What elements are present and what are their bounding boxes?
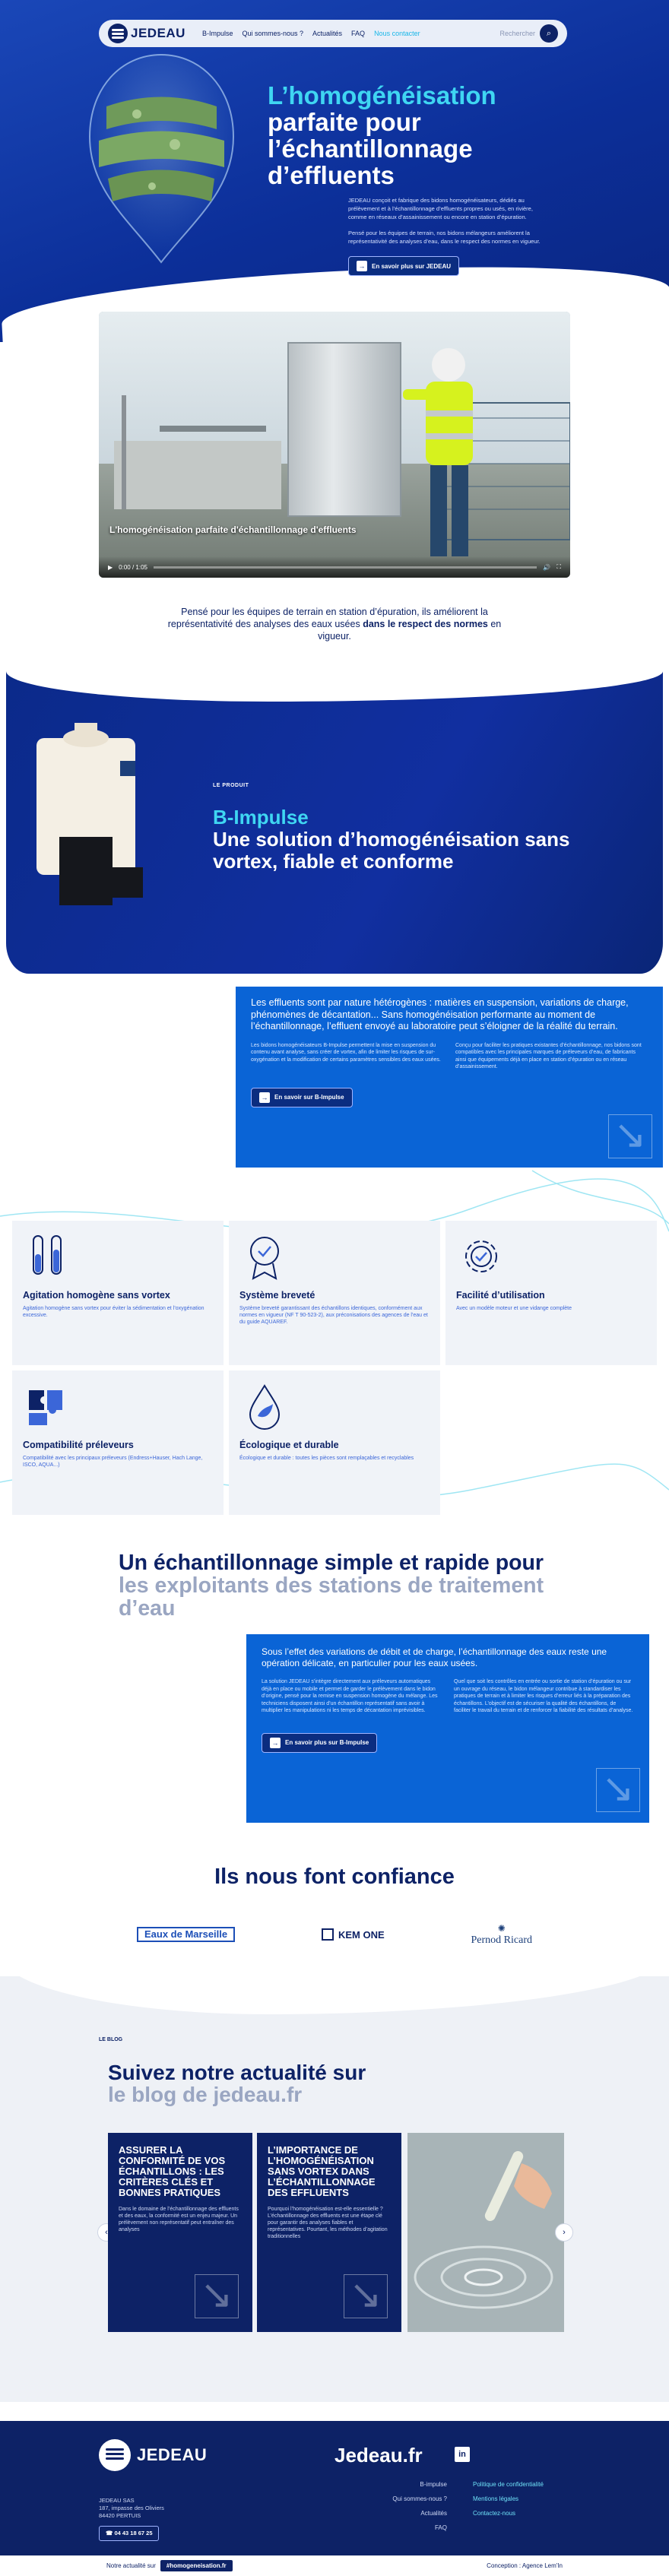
blog-post-card[interactable] — [257, 2133, 401, 2332]
footer-link[interactable]: Actualités — [420, 2510, 447, 2517]
feature-card-agitation — [12, 1221, 224, 1365]
arrow-down-right-icon — [608, 1114, 652, 1158]
footer-links-left — [379, 2477, 447, 2535]
product-title — [213, 806, 639, 873]
footer-site-name: Jedeau.fr — [334, 2444, 423, 2467]
hero-cta-label: En savoir plus sur JEDEAU — [372, 262, 452, 270]
fullscreen-icon[interactable]: ⛶ — [556, 563, 561, 570]
product-title-rest: Une solution d’homogénéisation sans vortex, fiable et conforme — [213, 828, 570, 873]
arrow-down-right-icon — [596, 1768, 640, 1812]
logo-kem-one — [322, 1928, 385, 1941]
volume-icon[interactable]: 🔊 — [543, 563, 551, 571]
intro-text-tail: en vigueur. — [318, 619, 502, 642]
arrow-right-icon: → — [270, 1738, 281, 1748]
video-progress-bar[interactable] — [154, 566, 537, 569]
phone-icon: ☎ — [106, 2530, 113, 2536]
section-title-echantillonnage — [119, 1551, 544, 1620]
feature-title: Agitation homogène sans vortex — [23, 1290, 170, 1301]
footer-link[interactable]: Politique de confidentialité — [473, 2481, 544, 2488]
footer-bottom-text: Notre actualité sur — [106, 2562, 156, 2569]
info-card-variations — [246, 1634, 649, 1823]
hero-paragraph-1: JEDEAU conçoit et fabrique des bidons homogénéisateurs, dédiés au prélèvement et à l’échantillonnage d’effluents propres ou usés, en rivière, comme en réseaux d’assainissement ou encore en station d’épuration. — [348, 197, 533, 220]
feature-title: Facilité d’utilisation — [456, 1290, 545, 1301]
footer-link[interactable]: Mentions légales — [473, 2495, 519, 2502]
feature-card-compatibilite — [12, 1370, 224, 1515]
intro-text-main: Pensé pour les équipes de terrain en station d’épuration, ils améliorent la représentativité des analyses des eaux usées — [167, 607, 488, 629]
blog-title-main: Suivez notre actualité sur — [108, 2061, 366, 2084]
footer-bottom-bar — [0, 2555, 669, 2576]
arrow-right-icon: → — [357, 261, 367, 271]
test-tubes-icon — [23, 1231, 73, 1282]
technician-figure — [403, 334, 494, 562]
hero-description — [348, 196, 549, 276]
info-card-col-1: Les bidons homogénéisateurs B-Impulse permettent la mise en suspension du contenu avant analyse, sans créer de vortex, afin de limiter les risques de sur-oxygénation et la modification de certains paramètres sensibles des eaux usées. — [251, 1042, 441, 1063]
logo-eaux-de-marseille-text: Eaux de Marseille — [144, 1928, 228, 1940]
intro-text — [163, 606, 506, 642]
trust-title: Ils nous font confiance — [214, 1865, 455, 1889]
linkedin-icon[interactable] — [455, 2447, 470, 2462]
phone-button[interactable] — [99, 2526, 159, 2541]
play-icon[interactable]: ▶ — [108, 563, 113, 571]
kem-one-mark-icon — [322, 1928, 334, 1941]
feature-text: Avec un modèle moteur et une vidange complète — [456, 1306, 572, 1311]
logo-pernod-ricard-text: Pernod Ricard — [471, 1934, 532, 1946]
footer-logo-text: JEDEAU — [137, 2445, 208, 2464]
gear-check-icon — [456, 1231, 506, 1282]
logo-eaux-de-marseille — [137, 1927, 235, 1942]
nav-link-qui-sommes-nous[interactable]: Qui sommes-nous ? — [242, 30, 304, 37]
address-line: 84420 PERTUIS — [99, 2512, 141, 2519]
footer-links-right — [473, 2477, 544, 2521]
nav-link-contact[interactable]: Nous contacter — [374, 30, 420, 37]
address-line: 187, impasse des Oliviers — [99, 2505, 164, 2511]
sun-icon: ✺ — [497, 1922, 506, 1934]
b-impulse-product-image — [29, 715, 158, 913]
video-player[interactable] — [99, 312, 570, 578]
blog-post-excerpt: Dans le domaine de l’échantillonnage des effluents et des eaux, la conformité est un enjeu majeur. Un prélèvement non représentatif peut entraîner des analyses — [119, 2207, 239, 2232]
nav-link-actualites[interactable]: Actualités — [312, 30, 343, 37]
top-navigation — [99, 20, 567, 47]
logo-pernod-ricard — [471, 1923, 532, 1947]
search-box[interactable] — [499, 24, 558, 43]
search-icon[interactable]: ⌕ — [540, 24, 558, 43]
nav-link-faq[interactable]: FAQ — [351, 30, 366, 37]
hero-cta-button[interactable] — [348, 256, 459, 276]
feature-text: Système breveté garantissant des échantillons identiques, conformément aux normes en vigueur (NF T 90-523-2), aux préconisations des agences de l'eau et du guide AQUAREF. — [239, 1306, 428, 1325]
blog-title-muted: le blog de jedeau.fr — [108, 2083, 303, 2106]
b-impulse-cta-button[interactable] — [251, 1088, 353, 1107]
phone-number: 04 43 18 67 25 — [114, 2530, 153, 2536]
info-card-columns — [251, 1042, 648, 1071]
b-impulse-cta-button-2[interactable] — [262, 1733, 377, 1753]
info-card-heading: Les effluents sont par nature hétérogènes : matières en suspension, variations de charge, phénomènes de décantation... Sans homogénéisation performante au moment de l’échantillonnage, l’effluent envoyé au laboratoire peut s’éloigner de la réalité du terrain. — [251, 997, 629, 1031]
footer-link[interactable]: B-impulse — [420, 2481, 447, 2488]
info-card-col-1: La solution JEDEAU s’intègre directement aux préleveurs automatiques déjà en place ou mobile et permet de garder le prélèvement dans le bidon d’origine, pensé pour la remise en suspension homogène du mélange. Les techniciens disposent ainsi d’un échantillon représentatif sans avoir à multiplier les manipulations ni les temps de décantation imprévisibles. — [262, 1679, 438, 1713]
footer-logo[interactable] — [99, 2439, 207, 2471]
hero-water-drop-image — [84, 46, 239, 266]
chevron-right-icon: › — [563, 2228, 566, 2237]
feature-text: Compatibilité avec les principaux préleveurs (Endress+Hauser, Hach Lange, ISCO, AQUA...) — [23, 1456, 203, 1468]
slider-next-button[interactable] — [555, 2223, 573, 2242]
blog-kicker: LE BLOG — [99, 2037, 123, 2042]
arrow-down-right-icon — [344, 2274, 388, 2318]
blog-post-title: L’IMPORTANCE DE L’HOMOGÉNÉISATION SANS VORTEX DANS L’ÉCHANTILLONNAGE DES EFFLUENTS — [268, 2144, 376, 2198]
feature-title: Système breveté — [239, 1290, 315, 1301]
feature-title: Compatibilité préleveurs — [23, 1440, 134, 1450]
video-time: 0:00 / 1:05 — [119, 563, 147, 571]
chevron-left-icon: ‹ — [105, 2228, 108, 2237]
footer-hashtag-pill[interactable]: #homogeneisation.fr — [160, 2560, 233, 2571]
logo-kem-one-text: KEM ONE — [338, 1928, 385, 1941]
video-caption: L'homogénéisation parfaite d'échantillonnage d'effluents — [109, 524, 357, 535]
section-title-muted: les exploitants des stations de traitement d’eau — [119, 1573, 544, 1621]
b-impulse-cta-label: En savoir sur B-Impulse — [274, 1094, 344, 1101]
logo[interactable] — [108, 24, 185, 43]
info-card-col-2: Conçu pour faciliter les pratiques existantes d’échantillonnage, nos bidons sont compatibles avec les principales marques de préleveurs d’eau, de fabricants ainsi que équipements déjà en place en station d’épuration ou en réseau d’assainissement. — [455, 1042, 642, 1069]
intro-text-bold: dans le respect des normes — [363, 619, 488, 629]
hero-paragraph-2: Pensé pour les équipes de terrain, nos bidons mélangeurs améliorent la représentativité des analyses d’eau, dans le respect des normes en vigueur. — [348, 230, 541, 245]
feature-text: Agitation homogène sans vortex pour éviter la sédimentation et l’oxygénation excessive. — [23, 1306, 205, 1318]
nav-link-b-impulse[interactable]: B-Impulse — [201, 30, 233, 37]
hero-title — [268, 82, 541, 189]
award-badge-icon — [239, 1231, 290, 1282]
b-impulse-cta-label: En savoir plus sur B-Impulse — [285, 1739, 369, 1746]
footer-link[interactable]: FAQ — [434, 2524, 447, 2531]
blog-post-card[interactable] — [108, 2133, 252, 2332]
feature-card-facilite — [445, 1221, 657, 1365]
blog-post-image-water[interactable] — [407, 2133, 564, 2332]
hero-title-highlight: L’homogénéisation — [268, 81, 496, 109]
hero-title-rest: parfaite pour l’échantillonnage d’effluents — [268, 108, 473, 189]
footer — [0, 2421, 669, 2576]
blog-post-excerpt: Pourquoi l’homogénéisation est-elle essentielle ? L’échantillonnage des effluents est une étape clé pour garantir des analyses fiables et représentatives. Pourtant, les méthodes d’agitation traditionnelles — [268, 2207, 388, 2239]
nav-links — [202, 30, 420, 37]
feature-card-brevet — [229, 1221, 440, 1365]
logo-text: JEDEAU — [131, 26, 185, 40]
video-controls — [99, 556, 570, 578]
puzzle-pieces-icon — [23, 1381, 73, 1431]
info-card-heading: Sous l’effet des variations de débit et de charge, l’échantillonnage des eaux reste une opération délicate, en particulier pour les eaux usées. — [262, 1646, 607, 1668]
address-line: JEDEAU SAS — [99, 2497, 135, 2504]
arrow-right-icon: → — [259, 1092, 270, 1103]
feature-card-ecologique — [229, 1370, 440, 1515]
search-input[interactable]: Rechercher — [499, 30, 535, 37]
info-card-effluents — [236, 987, 663, 1168]
blog-title — [108, 2061, 427, 2105]
footer-credit[interactable]: Conception : Agence Lem'In — [487, 2562, 563, 2569]
logo-icon — [99, 2439, 131, 2471]
feature-title: Écologique et durable — [239, 1440, 339, 1450]
client-logos — [137, 1915, 532, 1953]
info-card-columns — [262, 1678, 634, 1715]
footer-address — [99, 2497, 164, 2541]
footer-link[interactable]: Qui sommes-nous ? — [392, 2495, 447, 2502]
arrow-down-right-icon — [195, 2274, 239, 2318]
footer-link[interactable]: Contactez-nous — [473, 2510, 516, 2517]
product-kicker: LE PRODUIT — [213, 783, 249, 788]
feature-text: Écologique et durable : toutes les pièces sont remplaçables et recyclables — [239, 1456, 414, 1461]
sampling-cabinet — [287, 342, 401, 517]
section-title-main: Un échantillonnage simple et rapide pour — [119, 1551, 544, 1575]
product-title-highlight: B-Impulse — [213, 806, 309, 829]
product-band — [6, 671, 663, 974]
linkedin-icon-text: in — [458, 2450, 466, 2459]
water-drop-leaf-icon — [239, 1381, 290, 1431]
info-card-col-2: Quel que soit les contrôles en entrée ou sortie de station d’épuration ou sur un ouvrage du réseau, le bidon mélangeur contribue à standardiser les pratiques de terrain et à limiter les risques d’erreur liés à la préparation des échantillons. L’objectif est de sécuriser la qualité des échantillons, de faciliter le travail du terrain et de renforcer la fiabilité des résultats d’analyse. — [454, 1679, 633, 1713]
logo-icon — [108, 24, 128, 43]
blog-post-title: ASSURER LA CONFORMITÉ DE VOS ÉCHANTILLONS : LES CRITÈRES CLÉS ET BONNES PRATIQUES — [119, 2144, 226, 2198]
